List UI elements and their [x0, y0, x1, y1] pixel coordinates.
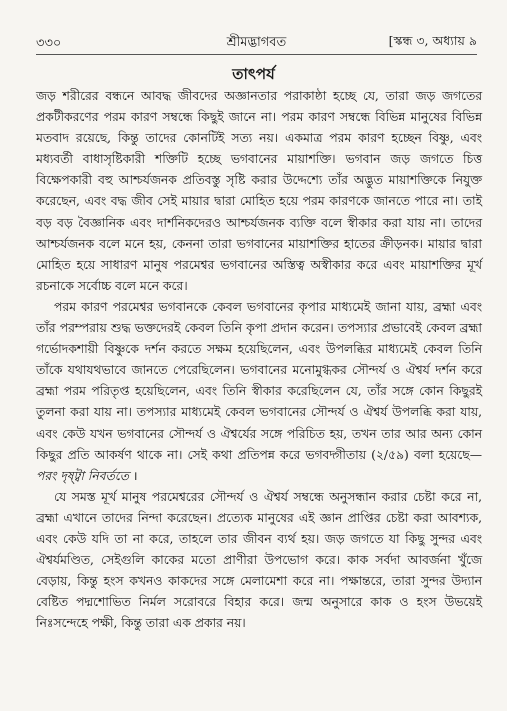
running-title: শ্রীমদ্ভাগবত: [226, 35, 287, 50]
page-header: [36, 32, 477, 55]
gita-quote: পরং দৃষ্ট্বা নিবর্ততে: [36, 468, 129, 483]
paragraph-2: [36, 297, 482, 487]
purport-heading: তাৎপর্য: [232, 65, 275, 83]
page-number: ৩৩০: [36, 36, 62, 51]
chapter-reference: [স্কন্ধ ৩, অধ্যায় ৯: [388, 33, 477, 48]
paragraph-3: যে সমস্ত মূর্খ মানুষ পরমেশ্বরের সৌন্দর্য ও ঐশ্বর্য সম্বন্ধে অনুসন্ধান করার চেষ্টা করে না, ব্রহ্মা এখানে তাদের নিন্দা করেছেন। প্রত্যেক মানুষের এই জ্ঞান প্রাপ্তির চেষ্টা করা আবশ্যক, এবং কেউ যদি তা না করে, তাহলে তার জীবন ব্যর্থ হয়। জড় জগতে যা কিছু সুন্দর এবং ঐশ্বর্যমণ্ডিত, সেইগুলি কাকের মতো প্রাণীরা উপভোগ করে। কাক সর্বদা আবর্জনা খুঁজে বেড়ায়, কিন্তু হংস কখনও কাকদের সঙ্গে মেলামেশা করে না। পক্ষান্তরে, তারা সুন্দর উদ্যান বেষ্টিত পদ্মশোভিত নির্মল সরোবরে বিহার করে। জন্ম অনুসারে কাক ও হংস উভয়েই নিঃসন্দেহে পক্ষী, কিন্তু তারা এক প্রকার নয়।: [36, 489, 482, 631]
quote-end: ।: [128, 468, 138, 483]
paragraph-1: জড় শরীরের বন্ধনে আবদ্ধ জীবদের অজ্ঞানতার পরাকাষ্ঠা হচ্ছে যে, তারা জড় জগতের প্রকটীকরণের পরম কারণ সম্বন্ধে কিছুই জানে না। পরম কারণ সম্বন্ধে বিভিন্ন মানুষের বিভিন্ন মতবাদ রয়েছে, কিন্তু তাদের কোনটিই সত্য নয়। একমাত্র পরম কারণ হচ্ছেন বিষ্ণু, এবং মধ্যবর্তী বাধাসৃষ্টিকারী শক্তিটি হচ্ছে ভগবানের মায়াশক্তি। ভগবান জড় জগতে চিত্ত বিক্ষেপকারী বহু আশ্চর্যজনক প্রতিবস্তু সৃষ্টি করার উদ্দেশ্যে তাঁর অদ্ভুত মায়াশক্তিকে নিযুক্ত করেছেন, এবং বদ্ধ জীব সেই মায়ার দ্বারা মোহিত হয়ে পরম কারণকে জানতে পারে না। তাই বড় বড় বৈজ্ঞানিক এবং দার্শনিকদেরও আশ্চর্যজনক ব্যক্তি বলে স্বীকার করা যায় না। তাদের আশ্চর্যজনক বলে মনে হয়, কেননা তারা ভগবানের মায়াশক্তির হাতের ক্রীড়নক। মায়ার দ্বারা মোহিত হয়ে সাধারণ মানুষ পরমেশ্বর ভগবানের অস্তিত্ব অস্বীকার করে এবং মায়াশক্তির মূর্খ রচনাকে সর্বোচ্চ বলে মনে করে।: [36, 89, 482, 293]
paragraph-2-text: পরম কারণ পরমেশ্বর ভগবানকে কেবল ভগবানের কৃপার মাধ্যমেই জানা যায়, ব্রহ্মা এবং তাঁর পরম্পরায় শুদ্ধ ভক্তদেরই কেবল তিনি কৃপা প্রদান করেন। তপস্যার প্রভাবেই কেবল ব্রহ্মা গর্ভোদকশায়ী বিষ্ণুকে দর্শন করতে সক্ষম হয়েছিলেন, এবং উপলব্ধির মাধ্যমেই কেবল তিনি তাঁকে যথাযথভাবে জানতে পেরেছিলেন। ভগবানের মনোমুগ্ধকর সৌন্দর্য ও ঐশ্বর্য দর্শন করে ব্রহ্মা পরম পরিতৃপ্ত হয়েছিলেন, এবং তিনি স্বীকার করেছিলেন যে, তাঁর সঙ্গে কোন কিছুরই তুলনা করা যায় না। তপস্যার মাধ্যমেই কেবল ভগবানের সৌন্দর্য ও ঐশ্বর্য উপলব্ধি করা যায়, এবং কেউ যখন ভগবানের সৌন্দর্য ও ঐশ্বর্যের সঙ্গে পরিচিত হয়, তখন তার আর অন্য কোন কিছুর প্রতি আকর্ষণ থাকে না। সেই কথা প্রতিপন্ন করে ভগবদ্গীতায় (২/৫৯) বলা হয়েছে—: [36, 299, 482, 462]
purport-body: [36, 86, 482, 634]
